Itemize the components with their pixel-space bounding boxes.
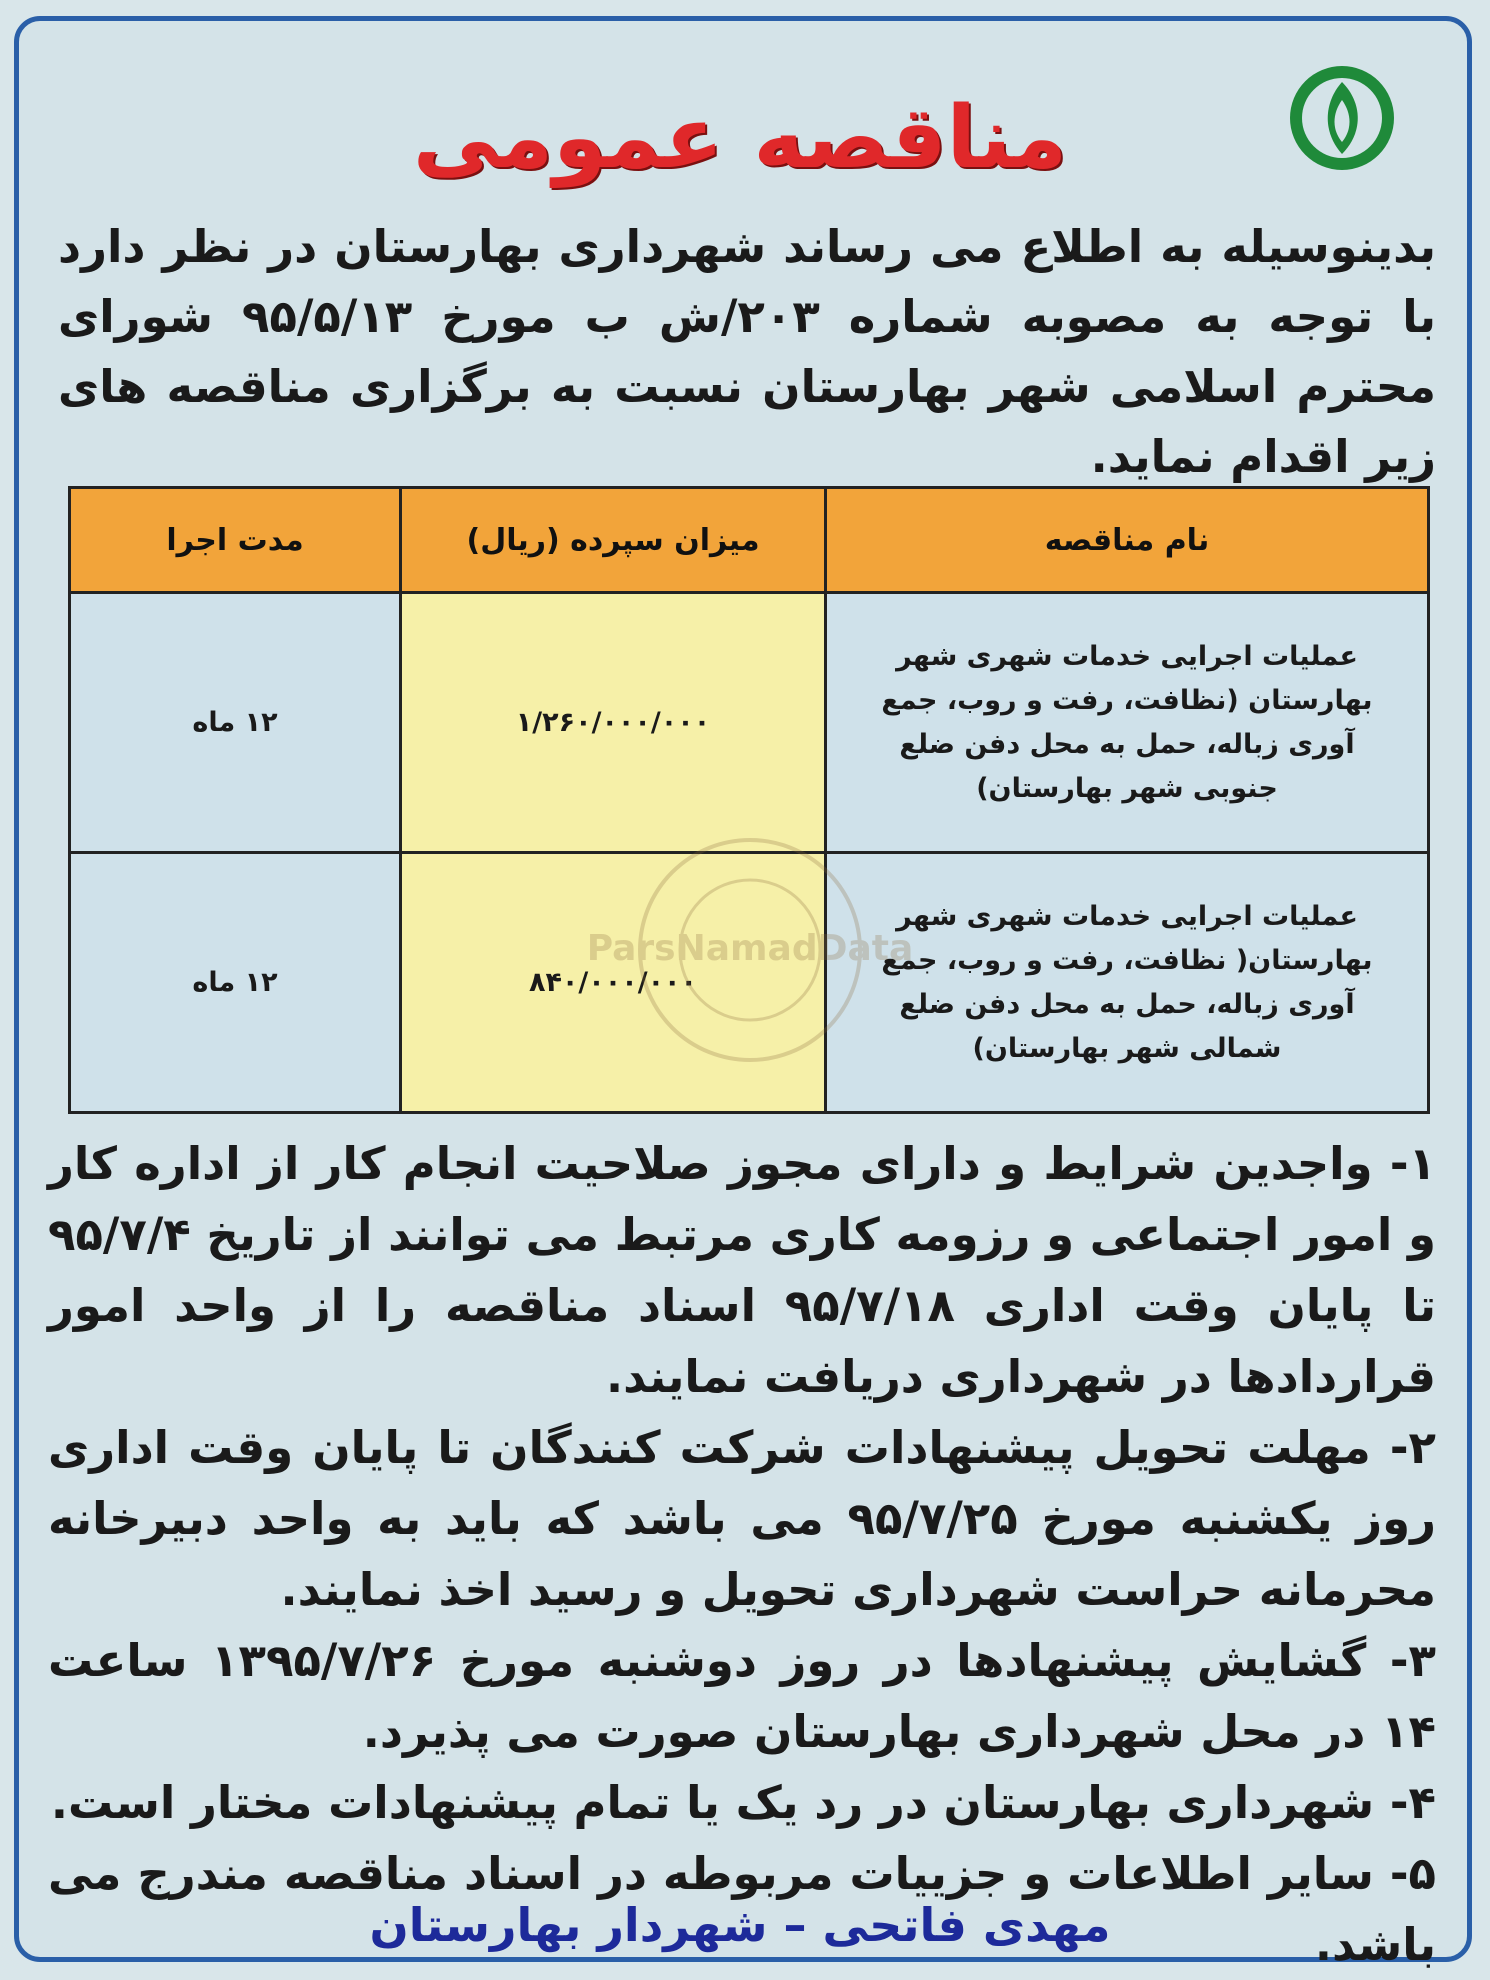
conditions-list: [48, 1128, 1436, 1980]
tender-name-cell: عملیات اجرایی خدمات شهری شهر بهارستان (نظافت، رفت و روب، جمع آوری زباله، حمل به محل دفن ضلع جنوبی شهر بهارستان): [826, 593, 1429, 853]
table-row: [70, 593, 1429, 853]
notice-title: مناقصه عمومی: [412, 88, 1068, 188]
watermark-label: ParsNamadData: [586, 928, 914, 969]
duration-cell: ۱۲ ماه: [70, 853, 401, 1113]
table-row: [70, 853, 1429, 1113]
header-tender-name: نام مناقصه: [826, 488, 1429, 593]
condition-item: ۳- گشایش پیشنهادها در روز دوشنبه مورخ ۱۳۹۵/۷/۲۶ ساعت ۱۴ در محل شهرداری بهارستان صورت می پذیرد.: [48, 1634, 1437, 1758]
condition-item: ۱- واجدین شرایط و دارای مجوز صلاحیت انجام کار از اداره کار و امور اجتماعی و رزومه کاری مرتبط می توانند از تاریخ ۹۵/۷/۴ تا پایان وقت اداری ۹۵/۷/۱۸ اسناد مناقصه را از واحد امور قراردادها در شهرداری دریافت نمایند.: [48, 1137, 1436, 1403]
deposit-cell: ۸۴۰/۰۰۰/۰۰۰: [401, 853, 826, 1113]
condition-item: ۲- مهلت تحویل پیشنهادات شرکت کنندگان تا پایان وقت اداری روز یکشنبه مورخ ۹۵/۷/۲۵ می باشد که باید به واحد دبیرخانه محرمانه حراست شهرداری تحویل و رسید اخذ نمایند.: [48, 1421, 1436, 1616]
header-duration: مدت اجرا: [70, 488, 401, 593]
deposit-cell: ۱/۲۶۰/۰۰۰/۰۰۰: [401, 593, 826, 853]
condition-item: ۵- سایر اطلاعات و جزییات مربوطه در اسناد مناقصه مندرج می باشد.: [48, 1847, 1436, 1971]
mayor-signature: مهدی فاتحی – شهردار بهارستان: [369, 1898, 1111, 1952]
table-header-row: [70, 488, 1429, 593]
municipality-logo-icon: [1282, 62, 1402, 174]
condition-item: ۴- شهرداری بهارستان در رد یک یا تمام پیشنهادات مختار است.: [50, 1776, 1436, 1829]
tender-table: [68, 486, 1430, 1114]
header-deposit: میزان سپرده (ریال): [401, 488, 826, 593]
duration-cell: ۱۲ ماه: [70, 593, 401, 853]
tender-name-cell: عملیات اجرایی خدمات شهری شهر بهارستان( نظافت، رفت و روب، جمع آوری زباله، حمل به محل دفن ضلع شمالی شهر بهارستان): [826, 853, 1429, 1113]
intro-paragraph: بدینوسیله به اطلاع می رساند شهرداری بهارستان در نظر دارد با توجه به مصوبه شماره ۲۰۳/ش ب مورخ ۹۵/۵/۱۳ شورای محترم اسلامی شهر بهارستان نسبت به برگزاری مناقصه های زیر اقدام نماید.: [58, 220, 1436, 483]
